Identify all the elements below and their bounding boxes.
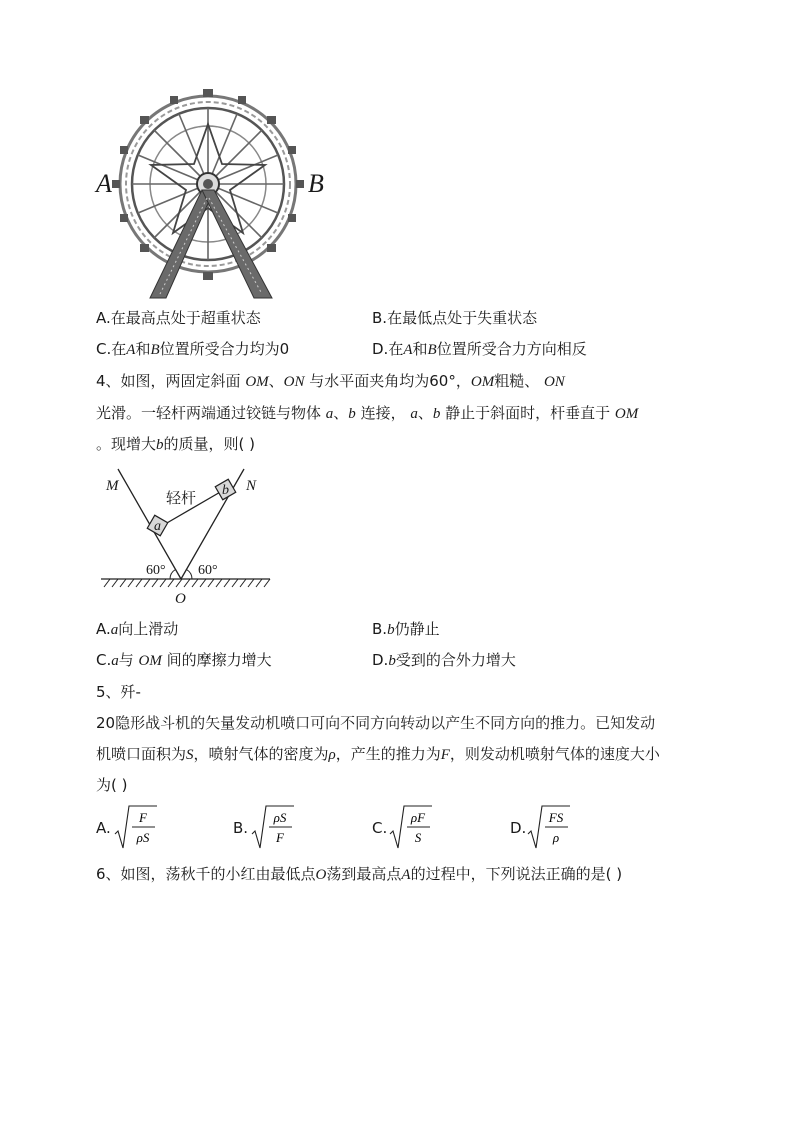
label-o: O bbox=[175, 591, 186, 607]
option-text: 和 bbox=[412, 340, 428, 358]
q4-stem-line1 bbox=[96, 371, 565, 392]
option-text: 间的摩擦力增大 bbox=[161, 651, 272, 669]
option-key: C. bbox=[96, 340, 112, 358]
var-a: A bbox=[401, 867, 411, 883]
numerator: ρF bbox=[410, 810, 426, 825]
denominator: F bbox=[276, 830, 284, 845]
var-a: A bbox=[403, 342, 413, 358]
q5-stem-line3 bbox=[96, 744, 660, 765]
q5-option-c-key[interactable]: C. bbox=[372, 819, 388, 837]
ferris-wheel-figure bbox=[92, 88, 340, 302]
denominator: ρS bbox=[136, 830, 150, 845]
option-key: C. bbox=[96, 651, 112, 669]
stem-text: 荡到最高点 bbox=[326, 865, 402, 883]
q3-option-b[interactable] bbox=[372, 308, 537, 328]
q5-option-b-formula[interactable] bbox=[251, 804, 295, 850]
q5-option-a-key[interactable]: A. bbox=[96, 819, 111, 837]
label-b: b bbox=[222, 483, 229, 498]
q5-option-d-formula[interactable] bbox=[527, 804, 571, 850]
var-a: a bbox=[410, 406, 418, 422]
option-key: A. bbox=[96, 620, 111, 638]
stem-text: ，喷射气体的密度为 bbox=[193, 745, 329, 763]
var-o: O bbox=[315, 867, 327, 883]
option-text: 受到的合外力增大 bbox=[395, 651, 516, 669]
option-text: 在 bbox=[111, 340, 127, 358]
var-om: OM bbox=[614, 406, 639, 422]
option-text: 在最高点处于超重状态 bbox=[110, 309, 261, 327]
angle-right-label: 60° bbox=[198, 563, 218, 578]
q4-stem-line3 bbox=[96, 434, 255, 455]
option-text: 和 bbox=[135, 340, 151, 358]
q5-option-a-formula[interactable] bbox=[114, 804, 158, 850]
stem-text: 、 bbox=[268, 372, 284, 390]
var-on: ON bbox=[283, 374, 305, 390]
q4-option-c[interactable] bbox=[96, 650, 272, 671]
q3-option-c[interactable] bbox=[96, 339, 289, 360]
option-text: 向上滑动 bbox=[118, 620, 179, 638]
var-rho: ρ bbox=[328, 747, 336, 763]
denominator: S bbox=[414, 830, 422, 845]
stem-text: 与水平面夹角均为60°， bbox=[304, 372, 471, 390]
q6-stem bbox=[96, 864, 622, 885]
option-text: 在最低点处于失重状态 bbox=[387, 309, 538, 327]
var-a: a bbox=[325, 406, 334, 422]
option-key: D. bbox=[372, 340, 389, 358]
var-b: B bbox=[427, 342, 437, 358]
stem-text: 机喷口面积为 bbox=[96, 745, 187, 763]
q3-option-d[interactable] bbox=[372, 339, 587, 360]
numerator: FS bbox=[548, 810, 564, 825]
stem-text: 的质量，则( ) bbox=[163, 435, 255, 453]
numerator: ρS bbox=[273, 810, 287, 825]
stem-text: 的过程中，下列说法正确的是( ) bbox=[410, 865, 623, 883]
denominator: ρ bbox=[552, 830, 560, 845]
stem-text: 、 bbox=[417, 404, 433, 422]
var-b: b bbox=[348, 406, 356, 422]
q5-option-b-key[interactable]: B. bbox=[233, 819, 249, 837]
var-a: a bbox=[111, 653, 119, 669]
option-key: B. bbox=[372, 309, 388, 327]
stem-text: 光滑。一轻杆两端通过铰链与物体 bbox=[96, 404, 326, 422]
q4-option-a[interactable] bbox=[96, 619, 178, 640]
label-a: a bbox=[154, 519, 161, 534]
var-b: b bbox=[388, 653, 396, 669]
option-key: B. bbox=[372, 620, 388, 638]
stem-text: 连接， bbox=[355, 404, 411, 422]
option-text: 仍静止 bbox=[394, 620, 440, 638]
stem-text: 粗糙、 bbox=[494, 372, 544, 390]
option-text: 在 bbox=[388, 340, 404, 358]
ferris-label-a: A bbox=[96, 169, 112, 198]
var-s: S bbox=[186, 747, 194, 763]
q3-option-a[interactable] bbox=[96, 308, 261, 328]
var-om: OM bbox=[470, 374, 495, 390]
var-b: b bbox=[156, 437, 164, 453]
var-a: a bbox=[110, 622, 119, 638]
q5-option-d-key[interactable]: D. bbox=[510, 819, 527, 837]
stem-text: ，产生的推力为 bbox=[335, 745, 441, 763]
var-b: b bbox=[387, 622, 395, 638]
option-key: D. bbox=[372, 651, 389, 669]
var-b: b bbox=[432, 406, 441, 422]
q5-stem-line2 bbox=[96, 713, 655, 733]
option-text: 位置所受合力均为0 bbox=[159, 340, 290, 358]
incline-figure bbox=[96, 462, 276, 610]
ferris-label-b: B bbox=[308, 169, 324, 198]
label-rod: 轻杆 bbox=[166, 489, 197, 507]
var-a: A bbox=[126, 342, 136, 358]
var-f: F bbox=[440, 747, 450, 763]
q4-option-b[interactable] bbox=[372, 619, 440, 640]
stem-text: 静止于斜面时，杆垂直于 bbox=[440, 404, 615, 422]
option-text: 位置所受合力方向相反 bbox=[436, 340, 587, 358]
q5-option-c-formula[interactable] bbox=[389, 804, 433, 850]
var-om: OM bbox=[245, 374, 269, 390]
var-b: B bbox=[150, 342, 160, 358]
stem-text: 4、如图，两固定斜面 bbox=[96, 372, 246, 390]
stem-text: ，则发动机喷射气体的速度大小 bbox=[449, 745, 660, 763]
label-n: N bbox=[246, 478, 257, 494]
stem-text: 6、如图，荡秋千的小红由最低点 bbox=[96, 865, 316, 883]
label-m: M bbox=[106, 478, 119, 494]
option-text: 与 bbox=[118, 651, 139, 669]
q5-stem-line1: 5、歼- bbox=[96, 683, 141, 701]
stem-text: 。现增大 bbox=[96, 435, 157, 453]
var-on: ON bbox=[543, 374, 565, 390]
angle-left-label: 60° bbox=[146, 563, 166, 578]
stem-text: 20隐形战斗机的矢量发动机喷口可向不同方向转动以产生不同方向的推力。已知发动 bbox=[96, 714, 656, 732]
option-key: A. bbox=[96, 309, 111, 327]
q4-stem-line2 bbox=[96, 403, 638, 424]
var-om: OM bbox=[138, 653, 162, 669]
stem-text: 、 bbox=[333, 404, 349, 422]
numerator: F bbox=[139, 810, 147, 825]
q4-option-d[interactable] bbox=[372, 650, 516, 671]
q5-stem-line4: 为( ) bbox=[96, 776, 128, 794]
